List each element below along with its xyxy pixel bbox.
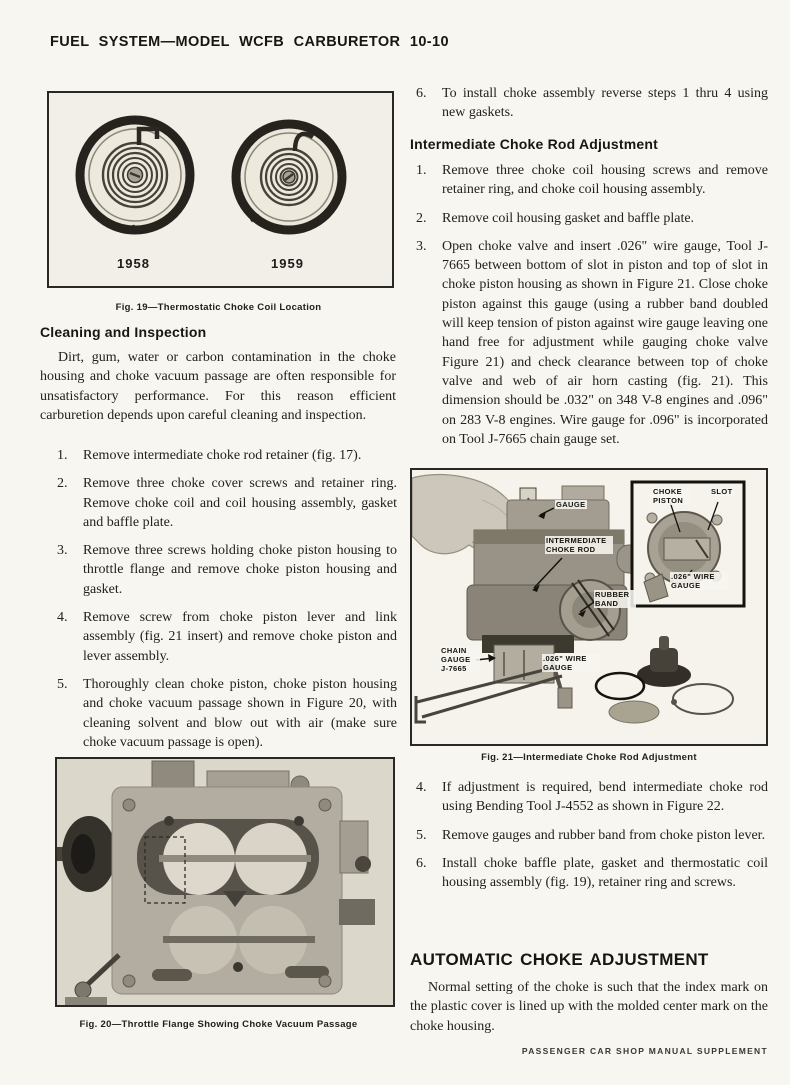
fig21-label-intermediate-choke-rod: INTERMEDIATE CHOKE ROD	[545, 536, 613, 554]
step-text: Remove coil housing gasket and baffle plate.	[442, 210, 695, 226]
step-number: 1.	[416, 163, 427, 178]
fig20-caption: Fig. 20—Throttle Flange Showing Choke Vacuum Passage	[79, 1019, 358, 1030]
fig21-photo	[410, 468, 768, 746]
step-number: 6.	[416, 855, 427, 871]
fig20-photo	[55, 757, 395, 1007]
step-number: 4.	[57, 610, 68, 626]
step-number: 5.	[57, 676, 68, 692]
step-number: 2.	[57, 476, 68, 492]
step-text: Remove intermediate choke rod retainer (fig. 17).	[83, 448, 362, 463]
list-item	[55, 541, 397, 599]
fig21-label-wire-gauge-main: .026" WIRE GAUGE	[542, 654, 600, 672]
fig20-throttle-flange-illustration	[57, 759, 393, 1005]
install-step	[414, 84, 768, 132]
step-number: 3.	[57, 543, 68, 559]
fig21-label-gauge: GAUGE	[556, 500, 586, 509]
step-text: Remove three choke cover screws and retainer ring. Remove choke coil and coil housing assembly, gasket and baffle plate.	[83, 476, 397, 530]
step-text: Remove gauges and rubber band from choke piston lever.	[442, 827, 766, 843]
list-item	[414, 778, 768, 817]
intermediate-steps-after-list	[414, 778, 768, 901]
list-item	[55, 608, 397, 666]
list-item	[414, 237, 768, 449]
fig21-label-wire-gauge-inset: .026" WIRE GAUGE	[670, 572, 728, 590]
step-text: Remove three choke coil housing screws and remove retainer ring, and choke coil housing assembly.	[442, 163, 768, 198]
step-text: Open choke valve and insert .026" wire gauge, Tool J-7665 between bottom of slot in piston and top of slot in choke piston housing as shown in Figure 21. Close choke piston against this gauge (using a rubber band doubled will keep tension of piston against wire gauge leaving one hand free for adjustment while gauging choke valve Figure 21) and check clearance between top of choke valve and web of air horn casting (fig. 21). This dimension should be .032" on 348 V-8 engines and .096" on 283 V-8 engines. Wire gauge for .096" is incorporated on Tool J-7665 chain gauge set.	[442, 238, 768, 447]
step-number: 5.	[416, 827, 427, 843]
list-item	[55, 446, 397, 465]
list-item	[414, 209, 768, 228]
fig21-caption: Fig. 21—Intermediate Choke Rod Adjustment	[481, 752, 697, 763]
intermediate-steps-list	[414, 161, 768, 458]
fig21-adjustment-illustration	[412, 470, 766, 744]
page-header: FUEL SYSTEM—MODEL WCFB CARBURETOR 10-10	[50, 34, 449, 50]
fig21-label-choke-piston: CHOKE PISTON	[652, 487, 690, 505]
list-item	[414, 161, 768, 200]
fig21-label-rubber-band: RUBBER BAND	[594, 590, 636, 608]
page-footer: PASSENGER CAR SHOP MANUAL SUPPLEMENT	[521, 1046, 768, 1056]
cleaning-intro-paragraph: Dirt, gum, water or carbon contamination in the choke housing and choke vacuum passage are often responsible for unsatisfactory performance. For this reason efficient carburetion depends upon careful cleaning and inspection.	[40, 350, 396, 423]
step-number: 2.	[416, 210, 427, 226]
list-item	[55, 675, 397, 752]
fig19-caption: Fig. 19—Thermostatic Choke Coil Location	[115, 302, 322, 313]
intermediate-section-heading: Intermediate Choke Rod Adjustment	[410, 136, 658, 152]
step-text: Thoroughly clean choke piston, choke piston housing and choke vacuum passage shown in Figure 20, with cleaning solvent and blow out with air (make sure choke vacuum passage is open).	[83, 676, 397, 750]
list-item	[414, 84, 768, 123]
list-item	[414, 854, 768, 893]
step-number: 3.	[416, 238, 427, 254]
list-item	[55, 474, 397, 532]
automatic-choke-heading: AUTOMATIC CHOKE ADJUSTMENT	[410, 950, 709, 969]
step-text: If adjustment is required, bend intermediate choke rod using Bending Tool J-4552 as shown in Figure 22.	[442, 780, 768, 815]
list-item	[414, 826, 768, 845]
fig19-choke-coils-illustration	[49, 93, 392, 286]
fig19-year-left: 1958	[117, 256, 150, 271]
step-number: 6.	[416, 86, 427, 101]
fig21-label-slot: SLOT	[711, 487, 733, 496]
fig19-photo	[47, 91, 394, 288]
fig19-year-right: 1959	[271, 256, 304, 271]
step-text: To install choke assembly reverse steps 1 thru 4 using new gaskets.	[442, 86, 768, 121]
automatic-choke-paragraph: Normal setting of the choke is such that the index mark on the plastic cover is lined up with the molded center mark on the choke housing.	[410, 980, 768, 1034]
step-text: Remove screw from choke piston lever and link assembly (fig. 21 insert) and remove choke piston and lever assembly.	[83, 610, 397, 664]
step-text: Install choke baffle plate, gasket and thermostatic coil housing assembly (fig. 19), retainer ring and screws.	[442, 855, 768, 891]
step-number: 4.	[416, 780, 427, 795]
step-number: 1.	[57, 448, 68, 463]
cleaning-section-heading: Cleaning and Inspection	[40, 324, 207, 340]
step-text: Remove three screws holding choke piston housing to throttle flange and remove choke piston housing and gasket.	[83, 543, 397, 597]
cleaning-steps-list	[55, 446, 397, 761]
fig21-label-chain-gauge: CHAIN GAUGE J-7665	[440, 646, 480, 673]
